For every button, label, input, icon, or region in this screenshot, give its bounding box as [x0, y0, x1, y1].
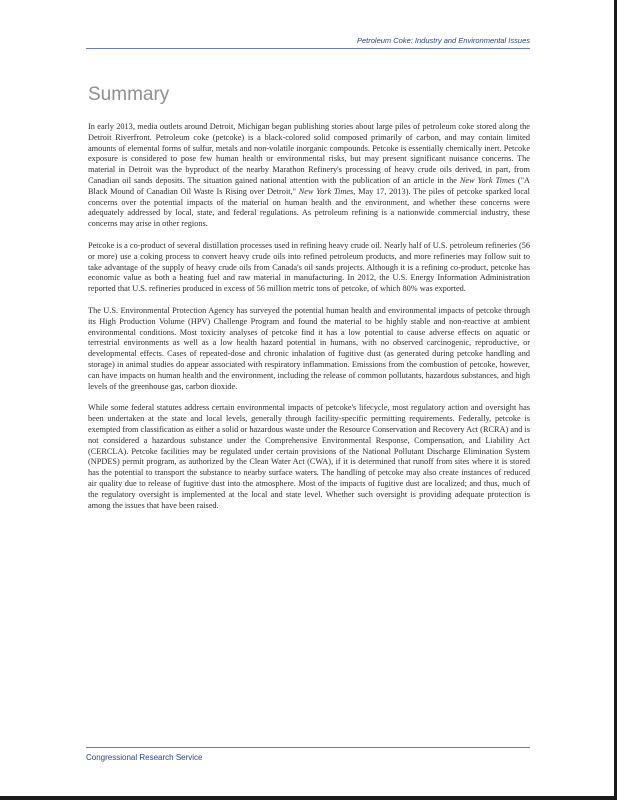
paragraph-1-part-e: , May 17, 2013). The piles of petcoke sparked local concerns over the potential impacts of the material on human health and the environment, and whether these concerns were adequately addressed by local, state, and federal regulations. As petroleum refining is a nationwide commercial industry, these concerns may arise in other regions.	[88, 186, 530, 229]
paragraph-1-part-a: In early 2013, media outlets around Detroit, Michigan began publishing stories about large piles of petroleum coke stored along the Detroit Riverfront. Petroleum coke (petcoke) is a black-colored solid composed primarily of carbon, and may contain limited amounts of elemental forms of sulfur, metals and non-volatile inorganic compounds. Petcoke is essentially chemically inert. Petcoke exposure is considered to pose few human health or environmental risks, but may present significant nuisance concerns. The material in Detroit was the byproduct of the nearby Marathon Refinery's processing of heavy crude oils derived, in part, from Canadian oil sands deposits. The situation gained national attention with the publication of an article in the	[88, 122, 530, 185]
paragraph-3: The U.S. Environmental Protection Agency has surveyed the potential human health and environmental impacts of petcoke through its High Production Volume (HPV) Challenge Program and found the material to be highly stable and non-reactive at ambient environmental conditions. Most toxicity analyses of petcoke find it has a low potential to cause adverse effects on aquatic or terrestrial environments as well as a low health hazard potential in humans, with no observed carcinogenic, reproductive, or developmental effects. Cases of repeated-dose and chronic inhalation of fugitive dust (as generated during petcoke handling and storage) in animal studies do appear associated with respiratory inflammation. Emissions from the combustion of petcoke, however, can have impacts on human health and the environment, including the release of common pollutants, hazardous substances, and high levels of the greenhouse gas, carbon dioxide.	[88, 305, 530, 391]
publication-title: New York Times	[459, 175, 515, 185]
running-header: Petroleum Coke: Industry and Environmental Issues	[356, 36, 530, 45]
paragraph-4: While some federal statutes address certain environmental impacts of petcoke's lifecycle, most regulatory action and oversight has been undertaken at the state and local levels, generally through facility-specific permitting requirements. Federally, petcoke is exempted from classification as either a solid or hazardous waste under the Resource Conservation and Recovery Act (RCRA) and is not considered a hazardous substance under the Comprehensive Environmental Response, Compensation, and Liability Act (CERCLA). Petcoke facilities may be regulated under certain provisions of the National Pollutant Discharge Elimination System (NPDES) permit program, as authorized by the Clean Water Act (CWA), if it is determined that runoff from sites where it is stored has the potential to transport the substance to nearby surface waters. The handling of petcoke may also create instances of reduced air quality due to release of fugitive dust into the atmosphere. Most of the impacts of fugitive dust are localized; and thus, much of the regulatory oversight is implemented at the local and state level. Whether such oversight is providing adequate protection is among the issues that have been raised.	[88, 403, 530, 510]
footer-rule	[86, 747, 530, 748]
scan-edge-bottom	[0, 796, 617, 800]
paragraph-2: Petcoke is a co-product of several distillation processes used in refining heavy crude oil. Nearly half of U.S. petroleum refineries (56 or more) use a coking process to convert heavy crude oils into refined petroleum products, and more refineries may follow suit to take advantage of the supply of heavy crude oils from Canada's oil sands projects. Although it is a refining co-product, petcoke has economic value as both a heating fuel and raw material in manufacturing. In 2012, the U.S. Energy Information Administration reported that U.S. refineries produced in excess of 56 million metric tons of petcoke, of which 80% was exported.	[88, 240, 530, 294]
header-rule	[86, 48, 530, 49]
section-title: Summary	[88, 84, 170, 105]
footer-source: Congressional Research Service	[86, 753, 203, 762]
publication-title: New York Times	[298, 186, 354, 196]
paragraph-1	[88, 122, 530, 230]
body-text	[88, 122, 530, 522]
paragraph-1-part-c: ("A Black Mound of Canadian Oil Waste Is Rising over Detroit,"	[88, 175, 530, 196]
